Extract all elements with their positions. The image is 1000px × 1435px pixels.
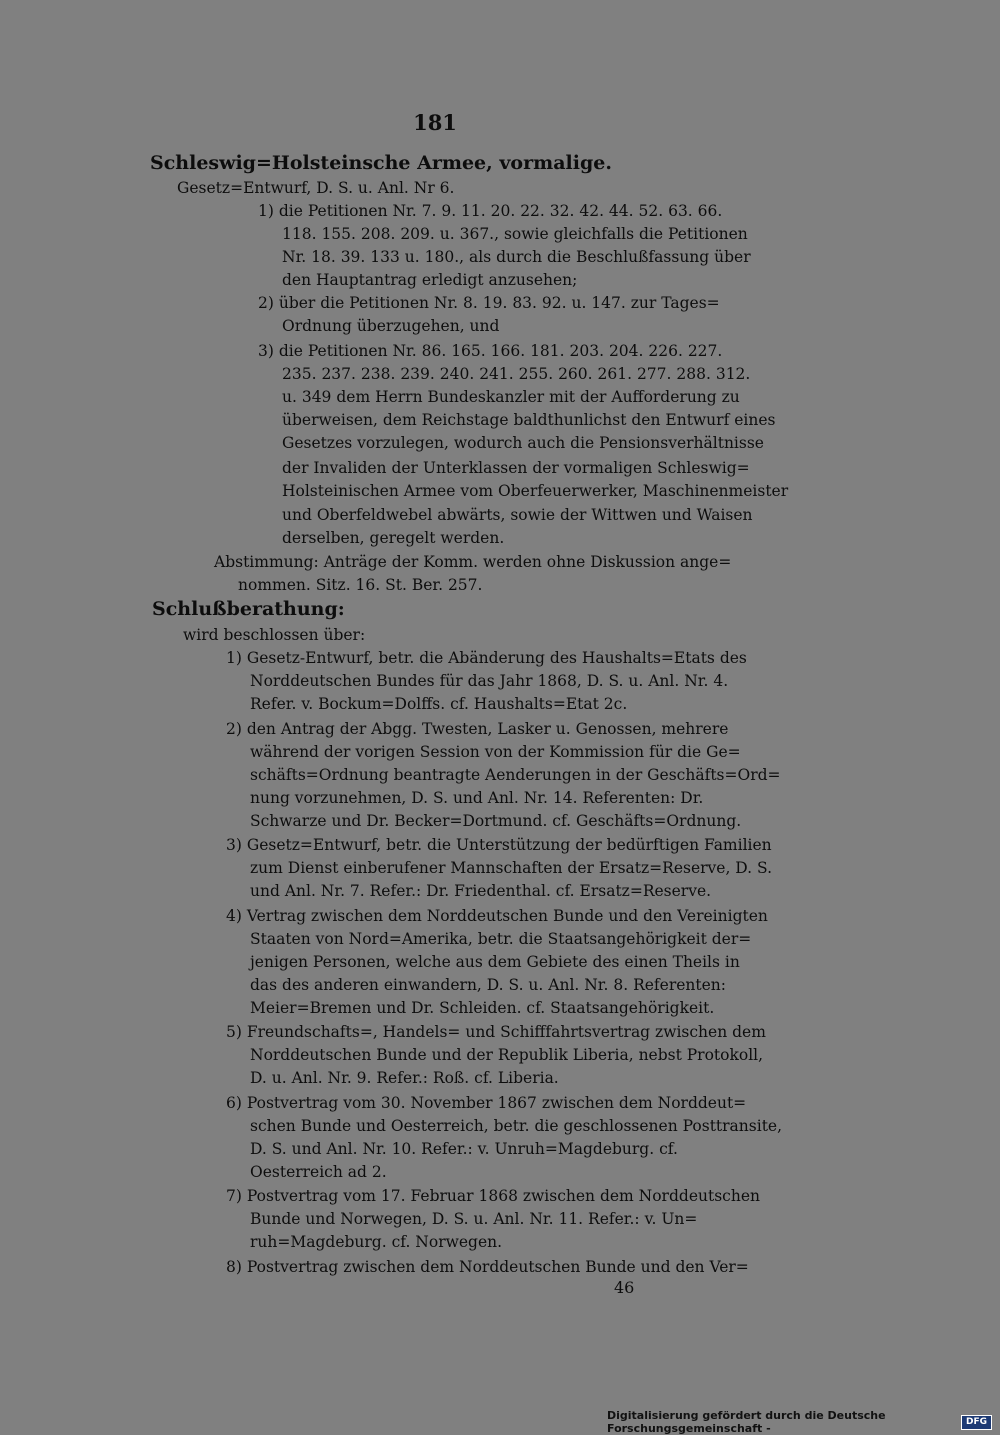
text-line: der Invaliden der Unterklassen der vormaligen Schleswig= [282,459,750,477]
text-line: nommen. Sitz. 16. St. Ber. 257. [238,576,483,594]
text-line: 2) den Antrag der Abgg. Twesten, Lasker u. Genossen, mehrere [226,720,729,738]
text-line: zum Dienst einberufener Mannschaften der Ersatz=Reserve, D. S. [250,859,773,877]
text-line: schen Bunde und Oesterreich, betr. die geschlossenen Posttransite, [250,1117,783,1135]
text-line: ruh=Magdeburg. cf. Norwegen. [250,1233,503,1251]
text-line: und Anl. Nr. 7. Refer.: Dr. Friedenthal. cf. Ersatz=Reserve. [250,882,712,900]
footer-text: Digitalisierung gefördert durch die Deutsche Forschungsgemeinschaft - [607,1409,886,1435]
text-line: Staaten von Nord=Amerika, betr. die Staatsangehörigkeit der= [250,930,752,948]
text-line: jenigen Personen, welche aus dem Gebiete des einen Theils in [250,953,740,971]
text-line: während der vorigen Session von der Kommission für die Ge= [250,743,741,761]
text-line: Norddeutschen Bunde und der Republik Liberia, nebst Protokoll, [250,1046,764,1064]
text-line: Gesetz=Entwurf, D. S. u. Anl. Nr 6. [177,179,455,197]
text-line: 118. 155. 208. 209. u. 367., sowie gleichfalls die Petitionen [282,225,748,243]
text-line: Oesterreich ad 2. [250,1163,387,1181]
text-line: Ordnung überzugehen, und [282,317,500,335]
text-line: 8) Postvertrag zwischen dem Norddeutschen Bunde und den Ver= [226,1258,749,1276]
dfg-logo-icon: DFG [961,1415,992,1430]
text-line: 3) Gesetz=Entwurf, betr. die Unterstützung der bedürftigen Familien [226,836,772,854]
text-line: u. 349 dem Herrn Bundeskanzler mit der Aufforderung zu [282,388,740,406]
text-line: derselben, geregelt werden. [282,529,505,547]
text-line: wird beschlossen über: [183,626,366,644]
footer-credit [607,1409,992,1435]
text-line: 5) Freundschafts=, Handels= und Schifffahrtsvertrag zwischen dem [226,1023,766,1041]
text-line: das des anderen einwandern, D. S. u. Anl. Nr. 8. Referenten: [250,976,727,994]
text-line: 4) Vertrag zwischen dem Norddeutschen Bunde und den Vereinigten [226,907,768,925]
text-line: Abstimmung: Anträge der Komm. werden ohne Diskussion ange= [214,553,732,571]
text-line: D. u. Anl. Nr. 9. Refer.: Roß. cf. Liberia. [250,1069,559,1087]
text-line: überweisen, dem Reichstage baldthunlichst den Entwurf eines [282,411,776,429]
text-line: nung vorzunehmen, D. S. und Anl. Nr. 14. Referenten: Dr. [250,789,704,807]
text-line: 2) über die Petitionen Nr. 8. 19. 83. 92. u. 147. zur Tages= [258,294,720,312]
text-line: 3) die Petitionen Nr. 86. 165. 166. 181. 203. 204. 226. 227. [258,342,723,360]
text-line: 1) Gesetz-Entwurf, betr. die Abänderung des Haushalts=Etats des [226,649,747,667]
text-line: Bunde und Norwegen, D. S. u. Anl. Nr. 11. Refer.: v. Un= [250,1210,698,1228]
section-heading: Schlußberathung: [152,598,345,620]
text-line: Nr. 18. 39. 133 u. 180., als durch die Beschlußfassung über [282,248,751,266]
text-line: Holsteinischen Armee vom Oberfeuerwerker, Maschinenmeister [282,482,789,500]
text-line: Norddeutschen Bundes für das Jahr 1868, D. S. u. Anl. Nr. 4. [250,672,729,690]
text-line: D. S. und Anl. Nr. 10. Refer.: v. Unruh=Magdeburg. cf. [250,1140,678,1158]
text-line: 7) Postvertrag vom 17. Februar 1868 zwischen dem Norddeutschen [226,1187,760,1205]
text-line: Refer. v. Bockum=Dolffs. cf. Haushalts=Etat 2c. [250,695,628,713]
text-line: 1) die Petitionen Nr. 7. 9. 11. 20. 22. 32. 42. 44. 52. 63. 66. [258,202,723,220]
text-line: schäfts=Ordnung beantragte Aenderungen in der Geschäfts=Ord= [250,766,781,784]
text-line: und Oberfeldwebel abwärts, sowie der Wittwen und Waisen [282,506,753,524]
text-line: Schwarze und Dr. Becker=Dortmund. cf. Geschäfts=Ordnung. [250,812,742,830]
text-line: Gesetzes vorzulegen, wodurch auch die Pensionsverhältnisse [282,434,764,452]
text-line: 235. 237. 238. 239. 240. 241. 255. 260. 261. 277. 288. 312. [282,365,751,383]
page-number: 181 [413,110,457,135]
section-heading: Schleswig=Holsteinsche Armee, vormalige. [150,152,612,174]
text-line: den Hauptantrag erledigt anzusehen; [282,271,578,289]
text-line: 6) Postvertrag vom 30. November 1867 zwischen dem Norddeut= [226,1094,747,1112]
text-line: Meier=Bremen und Dr. Schleiden. cf. Staatsangehörigkeit. [250,999,715,1017]
signature-mark: 46 [614,1278,635,1297]
